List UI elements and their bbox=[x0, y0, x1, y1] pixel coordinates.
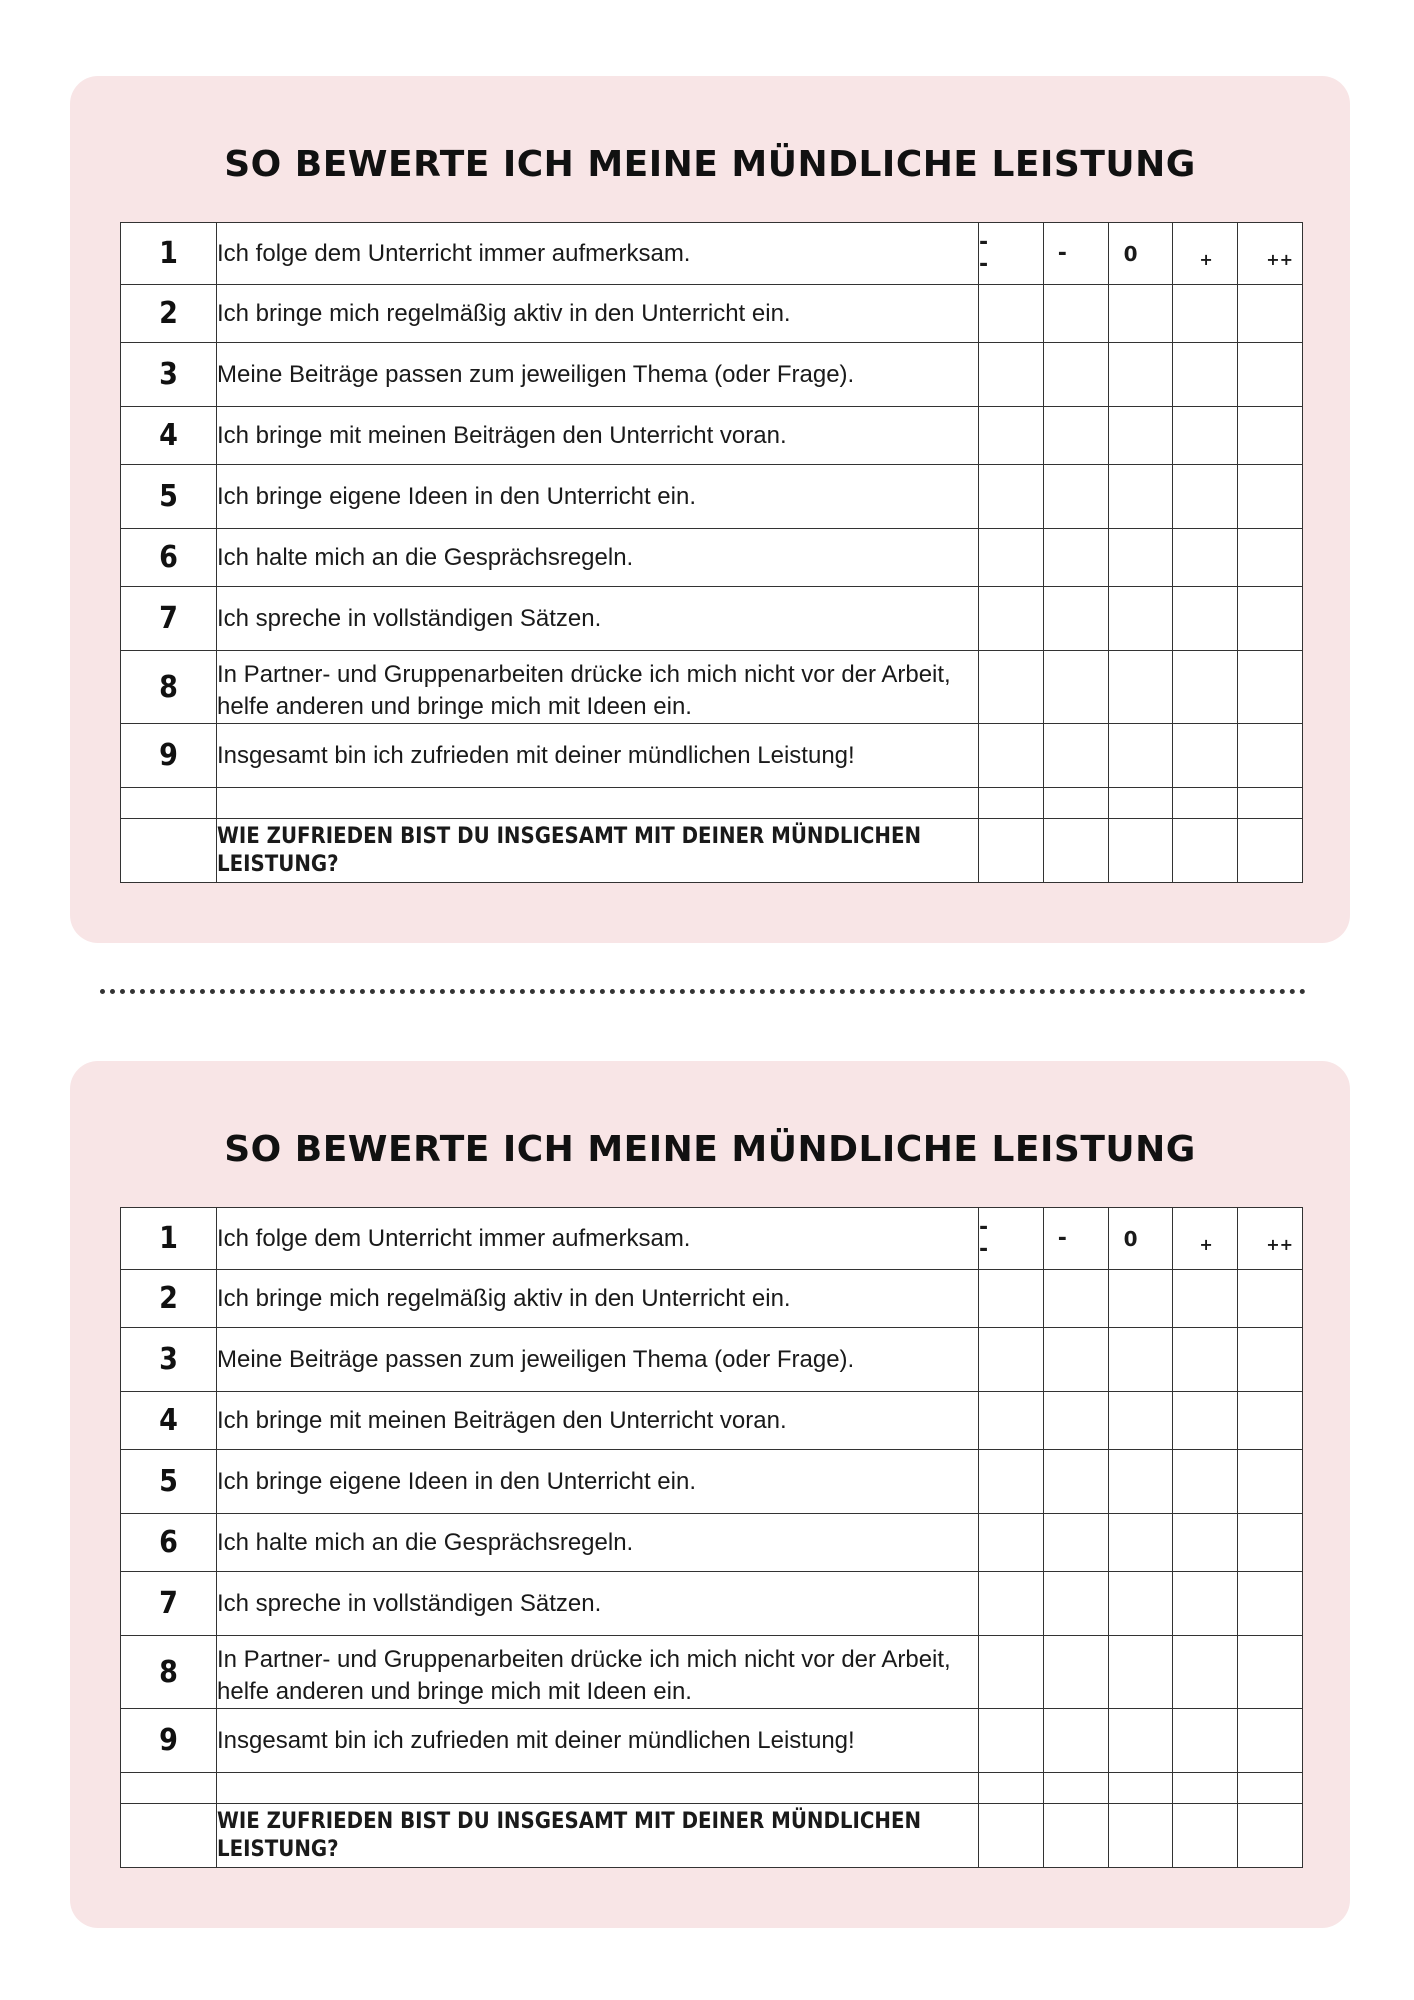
empty-cell bbox=[979, 788, 1044, 819]
item-statement: Ich bringe mit meinen Beiträgen den Unterricht voran. bbox=[217, 407, 979, 465]
rating-cell[interactable] bbox=[1173, 407, 1238, 465]
rating-cell[interactable] bbox=[1238, 1636, 1303, 1709]
rating-cell[interactable] bbox=[1043, 1804, 1108, 1868]
table-row bbox=[121, 1392, 1303, 1450]
empty-cell bbox=[1238, 788, 1303, 819]
empty-cell bbox=[217, 1773, 979, 1804]
table-row bbox=[121, 1328, 1303, 1392]
empty-cell bbox=[1043, 788, 1108, 819]
rating-cell[interactable] bbox=[1108, 529, 1173, 587]
table-row bbox=[121, 529, 1303, 587]
item-number: 9 bbox=[121, 1709, 217, 1773]
rating-cell[interactable] bbox=[979, 1804, 1044, 1868]
rating-cell[interactable] bbox=[1238, 1328, 1303, 1392]
table-row bbox=[121, 285, 1303, 343]
rating-cell[interactable] bbox=[1043, 529, 1108, 587]
item-number: 6 bbox=[121, 1514, 217, 1572]
rating-cell[interactable] bbox=[1043, 724, 1108, 788]
rating-cell[interactable] bbox=[1043, 587, 1108, 651]
total-question: WIE ZUFRIEDEN BIST DU INSGESAMT MIT DEINER MÜNDLICHEN LEISTUNG? bbox=[217, 1804, 979, 1868]
rating-cell[interactable] bbox=[1173, 587, 1238, 651]
item-statement: Ich bringe mich regelmäßig aktiv in den Unterricht ein. bbox=[217, 285, 979, 343]
rating-cell[interactable] bbox=[979, 1450, 1044, 1514]
rating-cell[interactable] bbox=[1043, 651, 1108, 724]
rating-cell[interactable] bbox=[1238, 465, 1303, 529]
rating-cell[interactable] bbox=[979, 407, 1044, 465]
rating-cell[interactable] bbox=[979, 1270, 1044, 1328]
item-statement: In Partner- und Gruppenarbeiten drücke ich mich nicht vor der Arbeit, helfe anderen und bringe mich mit Ideen ein. bbox=[217, 1636, 979, 1709]
rating-cell[interactable] bbox=[1108, 1709, 1173, 1773]
item-statement: Ich spreche in vollständigen Sätzen. bbox=[217, 1572, 979, 1636]
rating-cell[interactable] bbox=[1108, 1328, 1173, 1392]
rating-cell[interactable] bbox=[979, 1572, 1044, 1636]
rating-cell[interactable] bbox=[979, 285, 1044, 343]
rating-cell[interactable] bbox=[1173, 1328, 1238, 1392]
rating-cell[interactable] bbox=[1173, 1270, 1238, 1328]
rating-cell[interactable] bbox=[1173, 651, 1238, 724]
rating-cell[interactable] bbox=[1108, 1572, 1173, 1636]
scale-header-positive: + bbox=[1173, 1208, 1238, 1270]
rating-cell[interactable] bbox=[1173, 1392, 1238, 1450]
rating-cell[interactable] bbox=[1173, 285, 1238, 343]
item-number: 1 bbox=[121, 1208, 217, 1270]
rating-cell[interactable] bbox=[1238, 1709, 1303, 1773]
table-row bbox=[121, 1270, 1303, 1328]
rating-cell[interactable] bbox=[1173, 1709, 1238, 1773]
rating-cell[interactable] bbox=[1238, 1392, 1303, 1450]
evaluation-card-top bbox=[70, 76, 1350, 943]
rating-cell[interactable] bbox=[1238, 1572, 1303, 1636]
item-number: 2 bbox=[121, 285, 217, 343]
rating-cell[interactable] bbox=[1043, 407, 1108, 465]
rating-cell[interactable] bbox=[1173, 724, 1238, 788]
rating-cell[interactable] bbox=[1043, 1636, 1108, 1709]
item-statement: Meine Beiträge passen zum jeweiligen Thema (oder Frage). bbox=[217, 1328, 979, 1392]
rating-cell[interactable] bbox=[979, 343, 1044, 407]
item-number: 1 bbox=[121, 223, 217, 285]
rating-cell[interactable] bbox=[1043, 1328, 1108, 1392]
total-row bbox=[121, 819, 1303, 883]
total-row bbox=[121, 1804, 1303, 1868]
rating-cell[interactable] bbox=[1108, 587, 1173, 651]
rating-cell[interactable] bbox=[1108, 1804, 1173, 1868]
cut-line-divider bbox=[100, 989, 1306, 994]
table-row bbox=[121, 1572, 1303, 1636]
rating-cell[interactable] bbox=[979, 1709, 1044, 1773]
item-number: 6 bbox=[121, 529, 217, 587]
rating-cell[interactable] bbox=[1238, 343, 1303, 407]
scale-header-very-negative: - - bbox=[979, 223, 1044, 285]
rating-table bbox=[120, 1207, 1303, 1868]
table-row bbox=[121, 1514, 1303, 1572]
empty-cell bbox=[1173, 788, 1238, 819]
empty-cell bbox=[1043, 1773, 1108, 1804]
item-statement: Insgesamt bin ich zufrieden mit deiner mündlichen Leistung! bbox=[217, 1709, 979, 1773]
rating-cell[interactable] bbox=[1238, 1450, 1303, 1514]
empty-cell bbox=[1108, 1773, 1173, 1804]
rating-cell[interactable] bbox=[979, 1392, 1044, 1450]
total-question: WIE ZUFRIEDEN BIST DU INSGESAMT MIT DEINER MÜNDLICHEN LEISTUNG? bbox=[217, 819, 979, 883]
spacer-row bbox=[121, 788, 1303, 819]
rating-cell[interactable] bbox=[1043, 465, 1108, 529]
table-row bbox=[121, 407, 1303, 465]
item-statement: Ich halte mich an die Gesprächsregeln. bbox=[217, 529, 979, 587]
evaluation-card-bottom bbox=[70, 1061, 1350, 1928]
rating-cell[interactable] bbox=[1173, 529, 1238, 587]
item-number: 2 bbox=[121, 1270, 217, 1328]
rating-cell[interactable] bbox=[1043, 1270, 1108, 1328]
rating-cell[interactable] bbox=[1108, 285, 1173, 343]
rating-table bbox=[120, 222, 1303, 883]
empty-cell bbox=[121, 1804, 217, 1868]
empty-cell bbox=[979, 1773, 1044, 1804]
rating-cell[interactable] bbox=[1108, 1636, 1173, 1709]
rating-cell[interactable] bbox=[1173, 819, 1238, 883]
rating-cell[interactable] bbox=[1108, 724, 1173, 788]
rating-cell[interactable] bbox=[979, 465, 1044, 529]
item-number: 5 bbox=[121, 465, 217, 529]
table-row bbox=[121, 343, 1303, 407]
scale-header-neutral: 0 bbox=[1108, 223, 1173, 285]
rating-cell[interactable] bbox=[1043, 819, 1108, 883]
table-row bbox=[121, 465, 1303, 529]
item-number: 5 bbox=[121, 1450, 217, 1514]
rating-cell[interactable] bbox=[1043, 1514, 1108, 1572]
empty-cell bbox=[121, 819, 217, 883]
item-statement: Ich folge dem Unterricht immer aufmerksam. bbox=[217, 223, 979, 285]
item-number: 8 bbox=[121, 1636, 217, 1709]
scale-header-very-positive: ++ bbox=[1238, 223, 1303, 285]
item-number: 9 bbox=[121, 724, 217, 788]
table-row bbox=[121, 1636, 1303, 1709]
rating-cell[interactable] bbox=[1173, 1450, 1238, 1514]
rating-cell[interactable] bbox=[979, 1514, 1044, 1572]
empty-cell bbox=[121, 1773, 217, 1804]
rating-cell[interactable] bbox=[1173, 1636, 1238, 1709]
rating-cell[interactable] bbox=[1108, 819, 1173, 883]
rating-cell[interactable] bbox=[1043, 1450, 1108, 1514]
rating-cell[interactable] bbox=[1173, 1514, 1238, 1572]
rating-cell[interactable] bbox=[1238, 529, 1303, 587]
rating-cell[interactable] bbox=[979, 587, 1044, 651]
rating-cell[interactable] bbox=[1108, 1514, 1173, 1572]
item-statement: Insgesamt bin ich zufrieden mit deiner mündlichen Leistung! bbox=[217, 724, 979, 788]
rating-cell[interactable] bbox=[979, 1636, 1044, 1709]
table-row bbox=[121, 1709, 1303, 1773]
rating-cell[interactable] bbox=[1173, 1804, 1238, 1868]
rating-cell[interactable] bbox=[1238, 407, 1303, 465]
table-row bbox=[121, 223, 1303, 285]
rating-cell[interactable] bbox=[1108, 1450, 1173, 1514]
table-row bbox=[121, 651, 1303, 724]
spacer-row bbox=[121, 1773, 1303, 1804]
scale-header-very-positive: ++ bbox=[1238, 1208, 1303, 1270]
item-number: 4 bbox=[121, 407, 217, 465]
rating-cell[interactable] bbox=[979, 1328, 1044, 1392]
rating-cell[interactable] bbox=[1108, 651, 1173, 724]
rating-cell[interactable] bbox=[1173, 343, 1238, 407]
item-number: 7 bbox=[121, 1572, 217, 1636]
item-statement: Ich bringe mit meinen Beiträgen den Unterricht voran. bbox=[217, 1392, 979, 1450]
rating-cell[interactable] bbox=[1238, 1804, 1303, 1868]
empty-cell bbox=[1173, 1773, 1238, 1804]
rating-cell[interactable] bbox=[979, 529, 1044, 587]
item-number: 3 bbox=[121, 1328, 217, 1392]
item-statement: Ich bringe eigene Ideen in den Unterricht ein. bbox=[217, 1450, 979, 1514]
rating-cell[interactable] bbox=[1238, 819, 1303, 883]
scale-header-negative: - bbox=[1043, 1208, 1108, 1270]
empty-cell bbox=[217, 788, 979, 819]
item-number: 3 bbox=[121, 343, 217, 407]
rating-cell[interactable] bbox=[1238, 285, 1303, 343]
rating-cell[interactable] bbox=[1108, 343, 1173, 407]
rating-cell[interactable] bbox=[979, 724, 1044, 788]
rating-cell[interactable] bbox=[1238, 1270, 1303, 1328]
table-row bbox=[121, 587, 1303, 651]
item-statement: Ich bringe mich regelmäßig aktiv in den Unterricht ein. bbox=[217, 1270, 979, 1328]
item-number: 4 bbox=[121, 1392, 217, 1450]
item-statement: Ich halte mich an die Gesprächsregeln. bbox=[217, 1514, 979, 1572]
rating-cell[interactable] bbox=[1173, 1572, 1238, 1636]
rating-cell[interactable] bbox=[979, 819, 1044, 883]
table-row bbox=[121, 724, 1303, 788]
rating-cell[interactable] bbox=[1043, 1572, 1108, 1636]
rating-cell[interactable] bbox=[1108, 1270, 1173, 1328]
item-number: 8 bbox=[121, 651, 217, 724]
rating-cell[interactable] bbox=[1043, 285, 1108, 343]
table-row bbox=[121, 1450, 1303, 1514]
item-number: 7 bbox=[121, 587, 217, 651]
rating-cell[interactable] bbox=[1238, 1514, 1303, 1572]
rating-cell[interactable] bbox=[1173, 465, 1238, 529]
scale-header-neutral: 0 bbox=[1108, 1208, 1173, 1270]
rating-cell[interactable] bbox=[1108, 407, 1173, 465]
item-statement: Ich bringe eigene Ideen in den Unterricht ein. bbox=[217, 465, 979, 529]
empty-cell bbox=[1108, 788, 1173, 819]
rating-cell[interactable] bbox=[1108, 465, 1173, 529]
rating-cell[interactable] bbox=[1238, 724, 1303, 788]
scale-header-negative: - bbox=[1043, 223, 1108, 285]
rating-cell[interactable] bbox=[1043, 1709, 1108, 1773]
rating-cell[interactable] bbox=[979, 651, 1044, 724]
rating-cell[interactable] bbox=[1043, 343, 1108, 407]
card-title: SO BEWERTE ICH MEINE MÜNDLICHE LEISTUNG bbox=[224, 144, 1196, 185]
item-statement: Meine Beiträge passen zum jeweiligen Thema (oder Frage). bbox=[217, 343, 979, 407]
rating-cell[interactable] bbox=[1238, 651, 1303, 724]
item-statement: Ich spreche in vollständigen Sätzen. bbox=[217, 587, 979, 651]
table-row bbox=[121, 1208, 1303, 1270]
empty-cell bbox=[1238, 1773, 1303, 1804]
scale-header-positive: + bbox=[1173, 223, 1238, 285]
rating-cell[interactable] bbox=[1108, 1392, 1173, 1450]
item-statement: In Partner- und Gruppenarbeiten drücke ich mich nicht vor der Arbeit, helfe anderen und bringe mich mit Ideen ein. bbox=[217, 651, 979, 724]
rating-cell[interactable] bbox=[1238, 587, 1303, 651]
item-statement: Ich folge dem Unterricht immer aufmerksam. bbox=[217, 1208, 979, 1270]
rating-cell[interactable] bbox=[1043, 1392, 1108, 1450]
empty-cell bbox=[121, 788, 217, 819]
scale-header-very-negative: - - bbox=[979, 1208, 1044, 1270]
card-title: SO BEWERTE ICH MEINE MÜNDLICHE LEISTUNG bbox=[224, 1129, 1196, 1170]
